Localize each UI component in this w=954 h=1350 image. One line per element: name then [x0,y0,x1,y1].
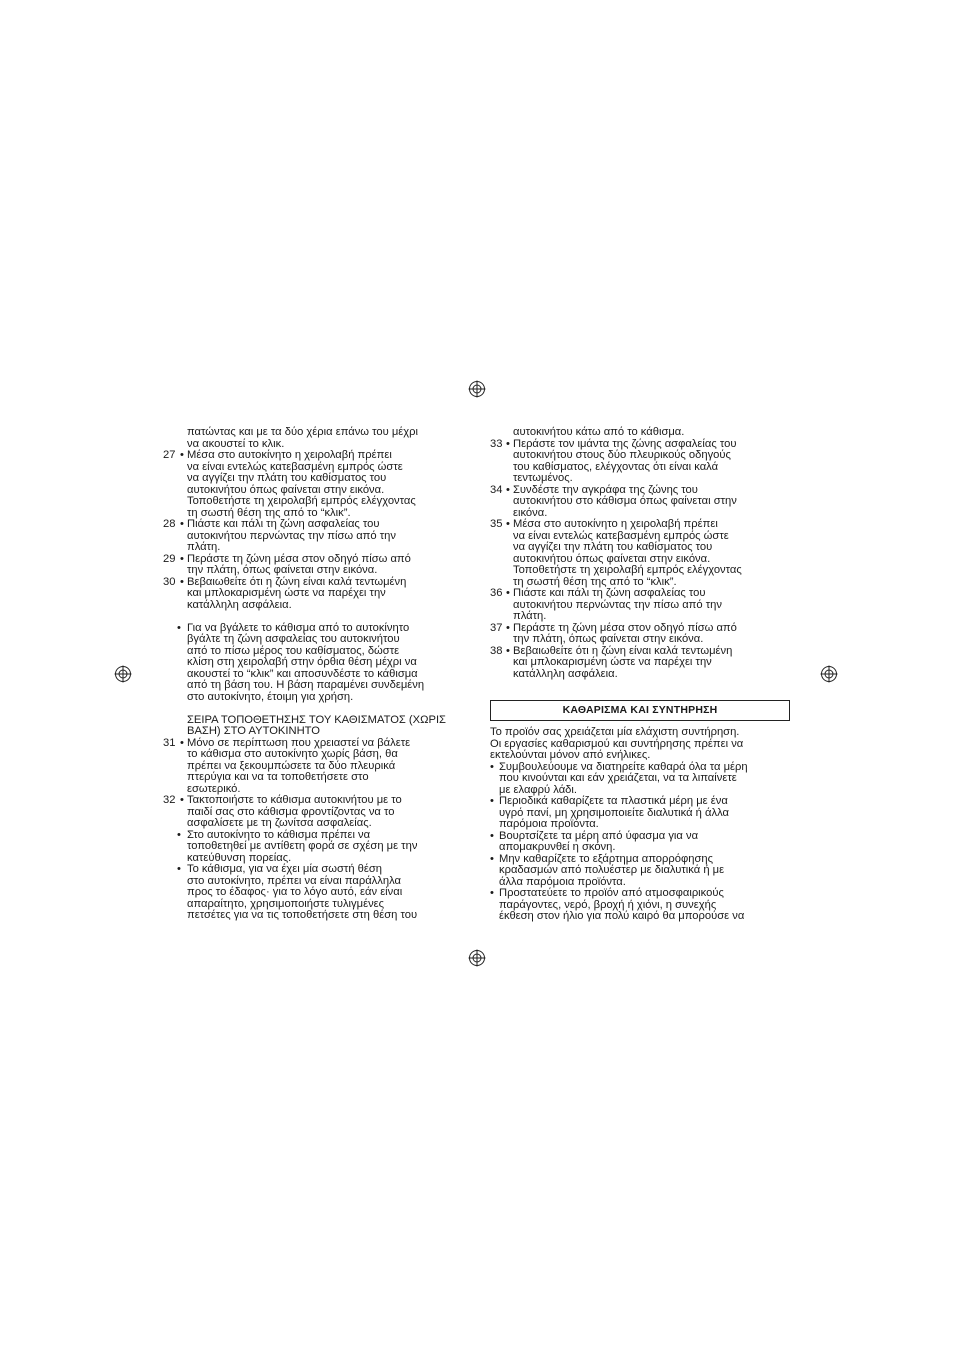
text-line: που κινούνται και εάν χρειάζεται, να τα λιπαίνετε [499,772,737,784]
text-line: πατώντας και με τα δύο χέρια επάνω του μέχρι [187,426,419,438]
bullet-marker: • [506,518,510,530]
bullet-marker: • [177,863,181,875]
bullet-marker: • [490,760,494,773]
text-line: ακουστεί το “κλικ” και αποσυνδέστε το κάθισμα [187,667,418,680]
bullet-marker: • [490,852,494,865]
text-line: Τακτοποιήστε το κάθισμα αυτοκινήτου με το [187,794,402,806]
bullet-marker: • [180,794,184,806]
text-line: κατάλληλη ασφάλεια. [187,598,292,611]
bullet-marker: • [180,449,184,461]
text-line: Πιάστε και πάλι τη ζώνη ασφαλείας του [187,518,380,530]
text-line [187,611,463,623]
text-line: Προστατεύετε το προϊόν από ατμοσφαιρικούς [499,887,724,899]
bullet-item [490,762,790,797]
step-number: 30 [163,575,176,588]
text-line [187,703,463,715]
text-line: Βεβαιωθείτε ότι η ζώνη είναι καλά τεντωμένη [187,575,407,588]
step-number: 36 [490,587,503,599]
text-line: παιδί σας στο κάθισμα φροντίζοντας να το [187,805,395,818]
text-line: από το πίσω μέρος του καθίσματος, δώστε [187,644,400,657]
paragraph [163,703,463,715]
text-line: Περάστε τη ζώνη μέσα στον οδηγό πίσω από [187,552,411,565]
bullet-item [490,888,790,923]
text-line: Στο αυτοκίνητο το κάθισμα πρέπει να [187,828,371,841]
text-line: Μέσα στο αυτοκίνητο η χειρολαβή πρέπει [187,449,392,461]
text-line: το κάθισμα στο αυτοκίνητο χωρίς βάση, θα [187,748,398,760]
bullet-marker: • [506,621,510,634]
maintenance-heading-text: ΚΑΘΑΡΙΣΜΑ ΚΑΙ ΣΥΝΤΗΡΗΣΗ [562,704,718,716]
text-line: στο αυτοκίνητο, έτοιμη για χρήση. [187,690,354,703]
bullet-marker: • [506,587,510,599]
step-number: 37 [490,621,503,634]
text-line: Μέσα στο αυτοκίνητο η χειρολαβή πρέπει [513,518,718,530]
text-line: τη σωστή θέση της από το “κλικ”. [513,575,677,588]
bullet-marker: • [180,552,184,565]
text-line: κατάλληλη ασφάλεια. [513,667,618,680]
text-line: την πλάτη, όπως φαίνεται στην εικόνα. [513,633,704,645]
text-line: αυτοκινήτου περνώντας την πίσω από την [513,598,722,611]
paragraph [490,427,790,439]
text-line: Συνδέστε την αγκράφα της ζώνης του [513,483,698,496]
paragraph [163,427,463,450]
text-line: εσωτερικό. [187,782,241,795]
text-line: κλίση στη χειρολαβή στην όρθια θέση μέχρι να [187,656,417,668]
text-line: με ελαφρύ λάδι. [499,783,577,796]
text-line: να είναι εντελώς κατεβασμένη εμπρός ώστε [187,460,403,473]
text-line: άλλα παρόμοια προϊόντα. [499,875,626,888]
step-number: 31 [163,736,176,749]
text-line: τη σωστή θέση της από το “κλικ”. [187,506,351,519]
text-line: από τη βάση του. Η βάση παραμένει συνδεμένη [187,679,425,691]
numbered-step [490,646,790,681]
text-line: Πιάστε και πάλι τη ζώνη ασφαλείας του [513,587,706,599]
text-line: απαραίτητο, χρησιμοποιήστε τυλιγμένες [187,897,385,910]
text-line: ΣΕΙΡΑ ΤΟΠΟΘΕΤΗΣΗΣ ΤΟΥ ΚΑΘΙΣΜΑΤΟΣ (ΧΩΡΙΣ [187,713,446,726]
text-line: του καθίσματος, ελέγχοντας ότι είναι καλά [513,460,719,473]
paragraph [163,611,463,623]
text-line: Για να βγάλετε το κάθισμα από το αυτοκίνητο [187,621,410,634]
text-line: πλάτη. [187,541,221,553]
registration-mark-icon [468,380,486,398]
paragraph [163,715,463,738]
bullet-item [490,796,790,831]
text-line: αυτοκινήτου περνώντας την πίσω από την [187,529,396,542]
text-line: στο αυτοκίνητο, πρέπει να είναι παράλληλα [187,874,401,887]
numbered-step [490,623,790,646]
text-line: να αγγίζει την πλάτη του καθίσματος του [187,472,387,484]
bullet-marker: • [490,887,494,899]
bullet-item [163,864,463,922]
step-number: 29 [163,552,176,565]
text-line: κατεύθυνση πορείας. [187,851,292,864]
bullet-marker: • [180,518,184,530]
numbered-step [490,519,790,588]
text-line: εκτελούνται μόνον από ενήλικες. [490,749,651,761]
bullet-marker: • [177,828,181,841]
numbered-step [163,450,463,519]
text-line: Τοποθετήστε τη χειρολαβή εμπρός ελέγχοντας [513,564,742,576]
numbered-step [490,485,790,520]
left-text-column [163,427,463,922]
numbered-step [163,519,463,554]
maintenance-heading [490,700,790,721]
maintenance-text [490,727,790,923]
paragraph [490,727,790,762]
text-line: Οι εργασίες καθαρισμού και συντήρησης πρέπει να [490,737,744,750]
registration-mark-icon [820,665,838,683]
text-line: τεντωμένος. [513,472,573,484]
text-line: αυτοκινήτου κάτω από το κάθισμα. [513,426,685,438]
text-line: παράγοντες, νερό, βροχή ή χιόνι, η συνεχής [499,898,717,911]
text-line: αυτοκινήτου όπως φαίνεται στην εικόνα. [187,483,385,496]
text-line: πτερύγια και να τα τοποθετήσετε στο [187,771,369,783]
text-line: εικόνα. [513,506,548,519]
step-number: 27 [163,449,176,461]
text-line: Βουρτσίζετε τα μέρη από ύφασμα για να [499,829,699,842]
text-line: ΒΑΣΗ) ΣΤΟ ΑΥΤΟΚΙΝΗΤΟ [187,725,320,737]
numbered-step [163,554,463,577]
numbered-step [490,439,790,485]
text-line: αυτοκινήτου όπως φαίνεται στην εικόνα. [513,552,711,565]
text-line: την πλάτη, όπως φαίνεται στην εικόνα. [187,564,378,576]
text-line: Περιοδικά καθαρίζετε τα πλαστικά μέρη με ένα [499,795,728,807]
bullet-item [163,623,463,704]
numbered-step [163,577,463,612]
text-line: αυτοκινήτου στους δύο πλευρικούς οδηγούς [513,449,731,461]
numbered-step [163,795,463,830]
text-line: να είναι εντελώς κατεβασμένη εμπρός ώστε [513,529,729,542]
step-number: 35 [490,518,503,530]
text-line: αυτοκινήτου στο κάθισμα όπως φαίνεται στην [513,495,737,507]
text-line: Μόνο σε περίπτωση που χρειαστεί να βάλετε [187,736,411,749]
step-number: 32 [163,794,176,806]
text-line: Μην καθαρίζετε το εξάρτημα απορρόφησης [499,852,713,865]
text-line: Βεβαιωθείτε ότι η ζώνη είναι καλά τεντωμένη [513,644,733,657]
text-line: πετσέτες για να τις τοποθετήσετε στη θέση του [187,909,418,921]
bullet-marker: • [506,644,510,657]
text-line: Περάστε τη ζώνη μέσα στον οδηγό πίσω από [513,621,737,634]
text-line: Τοποθετήστε τη χειρολαβή εμπρός ελέγχοντας [187,495,416,507]
text-line: και μπλοκαρισμένη ώστε να παρέχει την [513,656,712,668]
numbered-step [163,738,463,796]
text-line: και μπλοκαρισμένη ώστε να παρέχει την [187,587,386,599]
text-line: κραδασμών από πολυέστερ με διαλυτικά ή με [499,864,725,876]
numbered-step [490,588,790,623]
step-number: 28 [163,518,176,530]
bullet-marker: • [180,736,184,749]
right-text-column [490,427,790,680]
step-number: 33 [490,437,503,450]
text-line: παρόμοια προϊόντα. [499,818,599,830]
bullet-marker: • [180,575,184,588]
text-line: Το προϊόν σας χρειάζεται μία ελάχιστη συντήρηση. [490,726,740,738]
text-line: πλάτη. [513,610,547,622]
text-line: έκθεση στον ήλιο για πολύ καιρό θα μπορούσε να [499,910,745,922]
bullet-marker: • [506,483,510,496]
text-line: να αγγίζει την πλάτη του καθίσματος του [513,541,713,553]
bullet-marker: • [506,437,510,450]
text-line: υγρό πανί, μη χρησιμοποιείτε διαλυτικά ή άλλα [499,806,729,819]
bullet-item [163,830,463,865]
bullet-item [490,854,790,889]
text-line: ασφαλίσετε με τη ζωνίτσα ασφαλείας. [187,817,372,829]
text-line: βγάλτε τη ζώνη ασφαλείας του αυτοκινήτου [187,633,400,645]
text-line: Το κάθισμα, για να έχει μία σωστή θέση [187,863,383,875]
registration-mark-icon [114,665,132,683]
bullet-marker: • [490,829,494,842]
text-line: πρέπει να ξεκουμπώσετε τα δύο πλευρικά [187,759,396,772]
registration-mark-icon [468,949,486,967]
text-line: τοποθετηθεί με αντίθετη φορά σε σχέση με την [187,840,418,852]
text-line: προς το έδαφος· για το λόγο αυτό, εάν είναι [187,886,403,898]
text-line: να ακουστεί το κλικ. [187,437,285,450]
step-number: 34 [490,483,503,496]
bullet-marker: • [490,795,494,807]
bullet-item [490,831,790,854]
text-line: Συμβουλεύουμε να διατηρείτε καθαρά όλα τα μέρη [499,760,748,773]
text-line: απομακρυνθεί η σκόνη. [499,841,616,853]
text-line: Περάστε τον ιμάντα της ζώνης ασφαλείας του [513,437,737,450]
step-number: 38 [490,644,503,657]
bullet-marker: • [177,621,181,634]
